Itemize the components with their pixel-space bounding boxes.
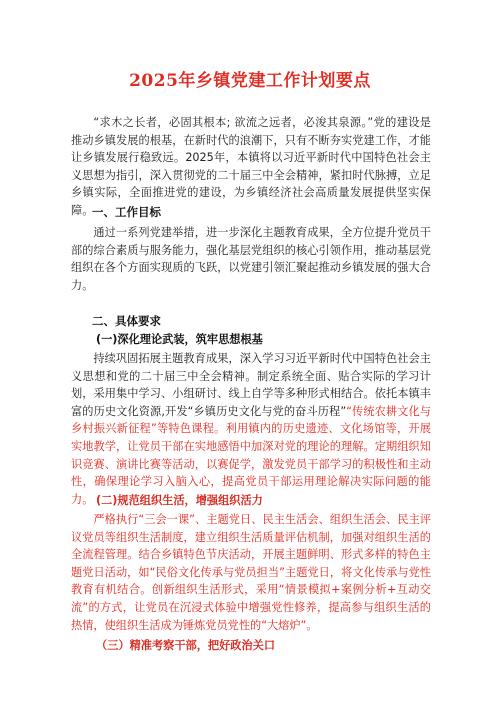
subsection-heading-theory: (一)深化理论武装，筑牢思想根基 (96, 333, 263, 346)
theory-text-black: 持续巩固拓展主题教育成果，深入学习习近平新时代中国特色社会主义思想和党的二十届三中全会精神。制定系统全面、贴合实际的学习计划，采用集中学习、小组研讨、线上自学等多种形式相结合。依托本镇丰富的历史文化资源,开发“乡镇历史文化与党的奋斗历程” (71, 352, 431, 418)
intro-paragraph: “求木之长者，必固其根本; 欲流之远者，必浚其泉源。”党的建设是推动乡镇发展的根基，在新时代的浪潮下，只有不断夯实党建工作，才能让乡镇发展行稳致远。2025年，本镇将以习近平新时代中国特色社会主义思想为指引，深入贯彻党的二十届三中全会精神，紧扣时代脉搏，立足乡镇实际，全面推进党的建设，为乡镇经济社会高质量发展提供坚实保障。 (71, 116, 431, 217)
theory-text-red: “传统农耕文化与乡村振兴新征程”等特色课程。利用镇内的历史遗迹、文化场馆等，开展实地教学，让党员干部在实地感悟中加深对党的理论的理解。定期组织知识竞赛、演讲比赛等活动，以赛促学，激发党员干部学习的积极性和主动性，确保理论学习入脑入心，提高党员干部运用理论解决实际问题的能力。 (71, 404, 431, 506)
theory-paragraph (71, 350, 431, 508)
document-title: 2025年乡镇党建工作计划要点 (129, 71, 371, 91)
subsection-heading-organization: (二)规范组织生活，增强组织活力 (96, 494, 263, 507)
goals-paragraph: 通过一系列党建举措，进一步深化主题教育成果，全方位提升党员干部的综合素质与服务能力，强化基层党组织的核心引领作用，推动基层党组织在各个方面实现质的飞跃，以党建引领汇聚起推动乡镇发展的强大合力。 (71, 226, 431, 292)
subsection-heading-cadres: （三）精准考察干部，把好政治关口 (96, 639, 276, 652)
organization-paragraph: 严格执行“三会一课”、主题党日、民主生活会、组织生活会、民主评议党员等组织生活制度，建立组织生活质量评估机制，加强对组织生活的全流程管理。结合乡镇特色节庆活动，开展主题鲜明、形式多样的特色主题党日活动，如“民俗文化传承与党员担当”主题党日，将文化传承与党性教育有机结合。创新组织生活形式，采用“情景模拟+案例分析+互动交流”的方式，让党员在沉浸式体验中增强党性修养，提高参与组织生活的热情，使组织生活成为锤炼党员党性的“大熔炉”。 (71, 513, 431, 632)
section-heading-requirements: 二、具体要求 (92, 314, 161, 328)
section-heading-goals: 一、工作目标 (92, 205, 161, 219)
